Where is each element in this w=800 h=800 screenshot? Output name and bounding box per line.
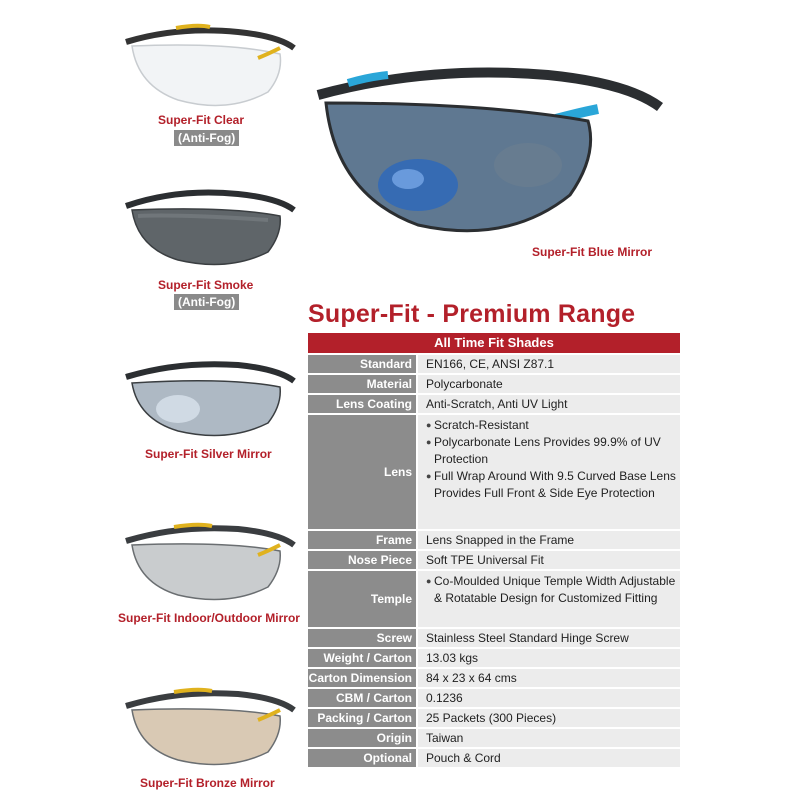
spec-label: Temple [308, 571, 416, 627]
spec-label: Packing / Carton [308, 709, 416, 727]
spec-value [418, 571, 680, 627]
spec-label: Weight / Carton [308, 649, 416, 667]
spec-label: Material [308, 375, 416, 393]
glasses-blue-mirror-image [308, 55, 668, 240]
spec-row-carton-dimension [308, 669, 680, 687]
spec-value: Pouch & Cord [418, 749, 680, 767]
spec-value: 13.03 kgs [418, 649, 680, 667]
spec-label: Lens Coating [308, 395, 416, 413]
bullet-item: ● Full Wrap Around With 9.5 Curved Base Lens Provides Full Front & Side Eye Protection [426, 469, 676, 500]
glasses-clear-image [118, 14, 298, 109]
spec-row-temple [308, 571, 680, 627]
spec-label: Carton Dimension [308, 669, 416, 687]
spec-label: Standard [308, 355, 416, 373]
spec-label: Screw [308, 629, 416, 647]
spec-value: Taiwan [418, 729, 680, 747]
spec-value: 0.1236 [418, 689, 680, 707]
spec-row-lens-coating [308, 395, 680, 413]
spec-value: Polycarbonate [418, 375, 680, 393]
spec-label: Frame [308, 531, 416, 549]
spec-label: Nose Piece [308, 551, 416, 569]
bullet-icon: ● [426, 471, 432, 481]
spec-value: 25 Packets (300 Pieces) [418, 709, 680, 727]
glasses-smoke-image [118, 180, 298, 270]
spec-row-weight [308, 649, 680, 667]
bullet-item: ● Scratch-Resistant [426, 418, 529, 432]
spec-label: Lens [308, 415, 416, 529]
bullet-icon: ● [426, 420, 432, 430]
spec-row-optional [308, 749, 680, 767]
spec-value: Soft TPE Universal Fit [418, 551, 680, 569]
spec-row-material [308, 375, 680, 393]
glasses-indoor-outdoor-mirror-image [118, 515, 298, 605]
spec-label: Origin [308, 729, 416, 747]
spec-row-cbm [308, 689, 680, 707]
spec-row-packing [308, 709, 680, 727]
spec-value: EN166, CE, ANSI Z87.1 [418, 355, 680, 373]
spec-row-standard [308, 355, 680, 373]
spec-row-origin [308, 729, 680, 747]
spec-value [418, 415, 680, 529]
spec-row-screw [308, 629, 680, 647]
bullet-icon: ● [426, 576, 432, 586]
product-label-indoor-outdoor-mirror: Super-Fit Indoor/Outdoor Mirror [118, 611, 300, 625]
product-label-smoke: Super-Fit Smoke [158, 278, 254, 292]
spec-row-lens [308, 415, 680, 529]
anti-fog-badge-clear: (Anti-Fog) [174, 130, 239, 146]
anti-fog-badge-smoke: (Anti-Fog) [174, 294, 239, 310]
product-label-silver-mirror: Super-Fit Silver Mirror [145, 447, 272, 461]
spec-table [308, 355, 680, 769]
spec-row-frame [308, 531, 680, 549]
spec-value: 84 x 23 x 64 cms [418, 669, 680, 687]
bullet-item: ● Co-Moulded Unique Temple Width Adjustable & Rotatable Design for Customized Fitting [426, 574, 676, 605]
glasses-bronze-mirror-image [118, 680, 298, 770]
product-label-blue-mirror: Super-Fit Blue Mirror [532, 245, 653, 259]
spec-value: Anti-Scratch, Anti UV Light [418, 395, 680, 413]
bullet-item: ● Polycarbonate Lens Provides 99.9% of UV Protection [426, 435, 661, 466]
spec-row-nose-piece [308, 551, 680, 569]
glasses-silver-mirror-image [118, 355, 298, 445]
page-title: Super-Fit - Premium Range [308, 300, 636, 328]
spec-value: Lens Snapped in the Frame [418, 531, 680, 549]
spec-label: Optional [308, 749, 416, 767]
product-label-bronze-mirror: Super-Fit Bronze Mirror [140, 776, 275, 790]
bullet-icon: ● [426, 437, 432, 447]
spec-value: Stainless Steel Standard Hinge Screw [418, 629, 680, 647]
spec-header: All Time Fit Shades [308, 333, 680, 353]
spec-label: CBM / Carton [308, 689, 416, 707]
product-label-clear: Super-Fit Clear [158, 113, 245, 127]
